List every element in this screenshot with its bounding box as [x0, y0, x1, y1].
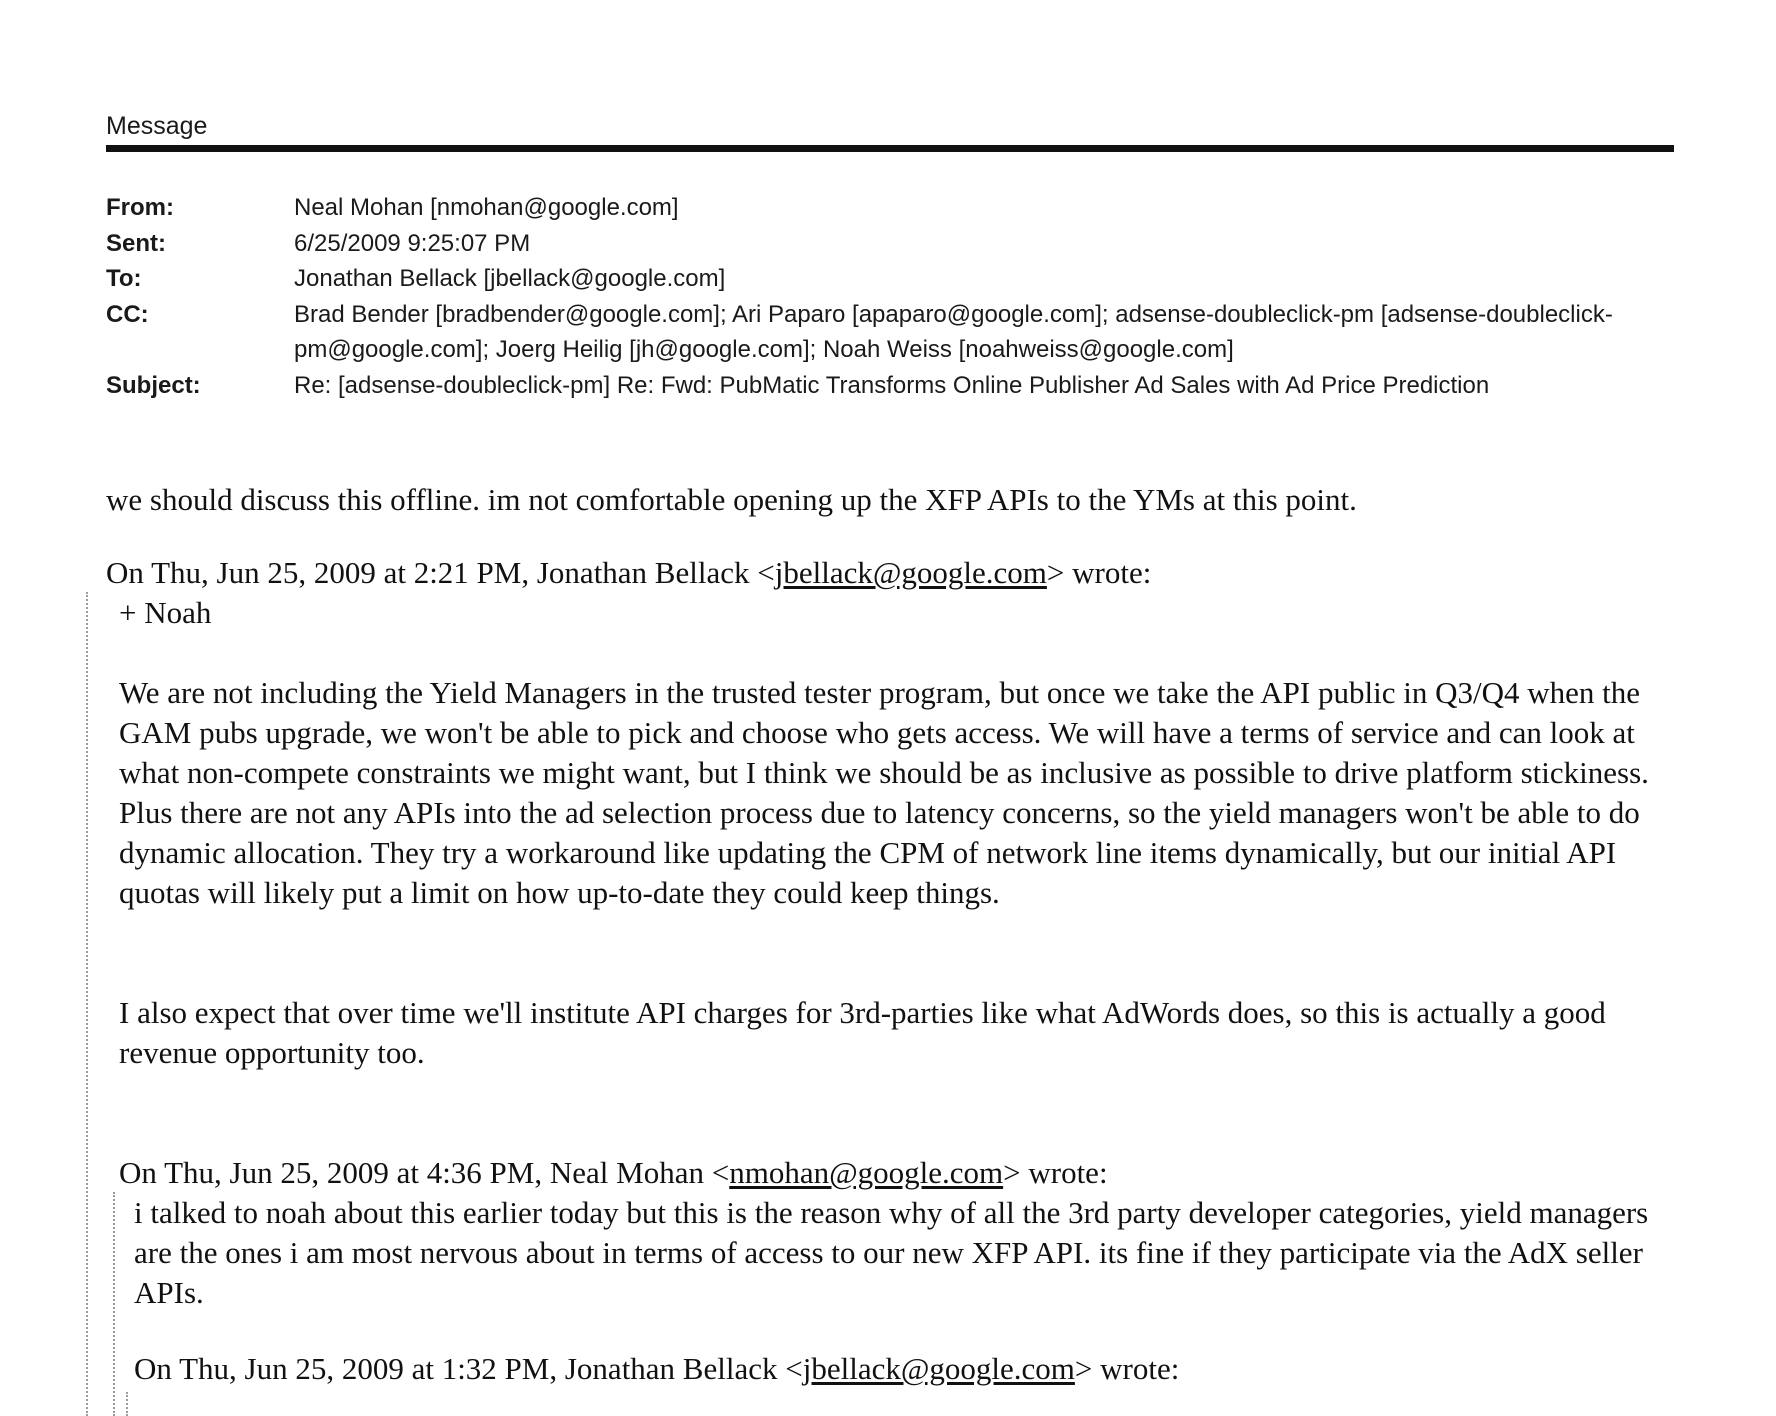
header-row-to — [106, 261, 1674, 297]
cc-value: Brad Bender [bradbender@google.com]; Ari Paparo [apaparo@google.com]; adsense-doubleclick-pm [adsense-doubleclick-pm@google.com]; Joerg Heilig [jh@google.com]; Noah Weiss [noahweiss@google.com] — [294, 300, 1613, 363]
quote3-email-link[interactable]: jbellack@google.com — [802, 1351, 1075, 1386]
quote2-email-link[interactable]: nmohan@google.com — [729, 1155, 1004, 1190]
cc-label: CC: — [106, 300, 149, 328]
to-value: Jonathan Bellack [jbellack@google.com] — [294, 265, 726, 292]
quote-bar-level3 — [126, 1392, 128, 1416]
quote1-paragraph-1: We are not including the Yield Managers in the trusted tester program, but once we take the API public in Q3/Q4 when the GAM pubs upgrade, we won't be able to pick and choose who gets access. We will have a terms of service and can look at what non-compete constraints we might want, but I think we should be as inclusive as possible to drive platform stickiness. Plus there are not any APIs into the ad selection process due to latency concerns, so the yield managers won't be able to do dynamic allocation. They try a workaround like updating the CPM of network line items dynamically, but our initial API quotas will likely put a limit on how up-to-date they could keep things. — [119, 675, 1649, 910]
quote2-attribution-suffix: > wrote: — [1003, 1155, 1108, 1190]
from-label: From: — [106, 194, 174, 221]
quote1-attribution — [106, 553, 1151, 593]
header-divider — [106, 145, 1674, 152]
header-fields — [106, 190, 1674, 403]
quote-bar-level2 — [113, 1192, 115, 1416]
quote1-paragraph-2: I also expect that over time we'll institute API charges for 3rd-parties like what AdWords does, so this is actually a good revenue opportunity too. — [119, 995, 1606, 1070]
quote2-paragraph-1: i talked to noah about this earlier today but this is the reason why of all the 3rd party developer categories, yield managers are the ones i am most nervous about in terms of access to our new XFP API. its fine if they participate via the AdX seller APIs. — [134, 1195, 1649, 1310]
header-row-cc — [106, 297, 1674, 368]
quote3-attribution-suffix: > wrote: — [1074, 1351, 1180, 1386]
subject-label: Subject: — [106, 371, 201, 399]
quote2-attribution — [119, 1153, 1108, 1193]
reply-text: we should discuss this offline. im not comfortable opening up the XFP APIs to the YMs at this point. — [106, 482, 1357, 517]
from-value: Neal Mohan [nmohan@google.com] — [294, 194, 679, 221]
header-row-from — [106, 190, 1674, 226]
quote1-email-link[interactable]: jbellack@google.com — [774, 555, 1047, 590]
sent-label: Sent: — [106, 229, 166, 257]
quote3-attribution — [134, 1349, 1179, 1389]
header-row-sent — [106, 226, 1674, 262]
quote2-attribution-prefix: On Thu, Jun 25, 2009 at 4:36 PM, Neal Mohan < — [119, 1155, 730, 1190]
subject-value: Re: [adsense-doubleclick-pm] Re: Fwd: PubMatic Transforms Online Publisher Ad Sales with Ad Price Prediction — [294, 371, 1490, 399]
quote-bar-level1 — [86, 592, 88, 1416]
quote1-plus-noah: + Noah — [119, 595, 212, 630]
sent-value: 6/25/2009 9:25:07 PM — [294, 229, 531, 257]
quote1-attribution-suffix: > wrote: — [1046, 555, 1152, 590]
quote3-attribution-prefix: On Thu, Jun 25, 2009 at 1:32 PM, Jonathan Bellack < — [134, 1351, 803, 1386]
message-label: Message — [106, 112, 208, 140]
header-row-subject — [106, 368, 1674, 404]
to-label: To: — [106, 265, 142, 292]
quote1-attribution-prefix: On Thu, Jun 25, 2009 at 2:21 PM, Jonathan Bellack < — [106, 555, 775, 590]
